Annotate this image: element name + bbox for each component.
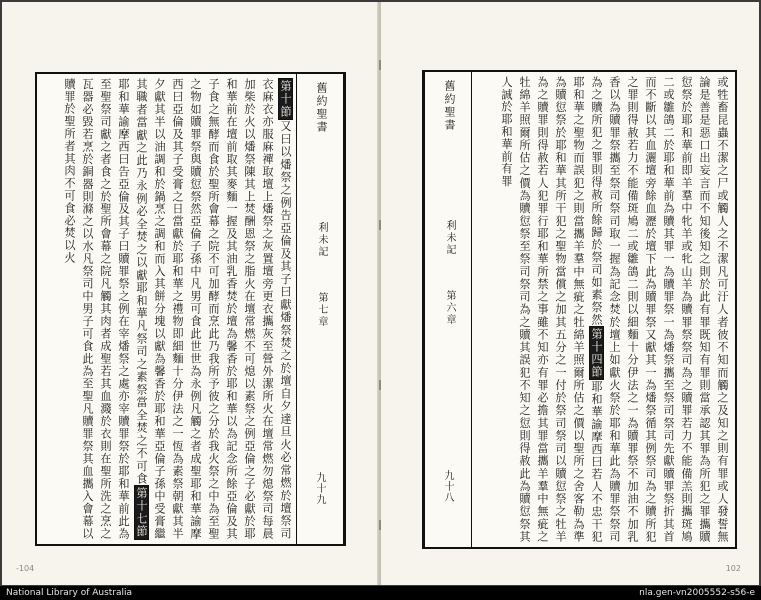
right-page — [381, 2, 759, 585]
book-name: 利未記 — [316, 222, 327, 258]
image-identifier: nla.gen-vn2005552-s56-e — [639, 588, 755, 598]
margin-column — [424, 72, 472, 547]
footer-bar — [0, 586, 761, 600]
margin-column — [296, 74, 344, 544]
body-paragraph: 耶和華諭摩西曰告亞倫及其子曰贖罪祭之例在宰燔祭之處亦宰贖罪祭於耶和華前此為至聖祭司獻之者食之於聖所會幕之院凡觸其肉者成聖若其血濺於衣則在聖所洗之烹之瓦器必毀若烹於銅器則滌之以水凡祭司中男子可食此為至聖凡贖罪祭其血攜入會幕以贖罪於聖所者其肉不可食必焚以火 — [63, 78, 130, 540]
body-text — [41, 78, 294, 540]
pencil-mark: -104 — [16, 564, 35, 573]
body-paragraph: 耶和華諭摩西曰若人不忠干犯耶和華之聖物而誤犯之則當攜羊羣中無疵之牡綿羊照爾所估之價以聖所之舍客勒為準為贖愆祭於耶和華其所干犯之聖物當償之加其五分之一付於祭司祭司以贖愆祭之牡羊為之贖罪則得赦若人犯罪行耶和華所禁之事雖不知亦有罪必擔其罪當攜羊羣中無疵之牡綿羊照爾所估之價為贖愆祭至祭司祭司為之贖其誤犯不知之愆則得赦此為贖愆祭其人誠於耶和華前有罪 — [500, 76, 603, 543]
chapter-label: 第七章 — [316, 292, 327, 328]
section-marker: 第十四節 — [590, 328, 603, 379]
page-number: 九十八 — [442, 470, 453, 503]
text-frame — [35, 72, 346, 546]
section-marker: 第十節 — [279, 80, 292, 119]
body-paragraph: 又曰以燔祭之例告亞倫及其子曰獻燔祭焚之於壇自夕達旦火必常燃於壇祭司衣麻衣亦服麻襌取壇上燔祭之灰置壇旁更衣攜灰至營外潔所火在壇常燃勿熄祭司每晨加柴於火以燔祭陳其上焚酬恩祭之脂火在壇常燃不可熄以素祭之例亞倫之子必獻於耶和華前在壇前取其麥麵一握及其油乳香焚於壇為馨香於耶和華以為記念所餘亞倫及其子食之無酵而食於聖所會幕之院不可加酵而烹此乃我所予彼之分於我火祭之中為至聖之物如贖罪祭與贖愆祭然亞倫子孫中凡男可食此世世為永例凡觸之者成聖耶和華諭摩西曰亞倫及其子受膏之日當獻於耶和華之禮物即細麵十分伊法之一恆為素祭朝獻其半夕獻其半以油調和於鍋烹之調和而入其餅分塊以獻為馨香於耶和華亞倫子孫中受膏繼其職者當獻之此乃永例必全焚之以獻耶和華凡祭司之素祭當全焚之不可食 — [135, 78, 292, 540]
page-number: 九十九 — [314, 472, 325, 505]
book-title: 舊約聖書 — [315, 82, 328, 134]
left-page — [2, 2, 379, 585]
chapter-label: 第六章 — [444, 290, 455, 326]
pencil-mark: 102 — [725, 564, 741, 573]
section-marker: 第十七節 — [135, 487, 148, 538]
text-frame — [422, 70, 737, 549]
library-credit: National Library of Australia — [6, 588, 133, 598]
body-text — [474, 76, 731, 543]
body-paragraph: 或牲畜昆蟲不潔之尸或觸人之不潔凡可汙人者彼不知而觸之及知之則有罪或人發誓無論是善是惡口出妄言而不知後知之則於此有罪既知有罪則當承認其罪為所犯之罪攜贖愆祭於耶和華前即羊羣中牝羊或牝山羊為贖罪祭祭司為之贖罪若力不能備羔則攜斑鳩二或雛鴿二於耶和華前為贖其罪一為贖罪祭一為燔祭攜至祭司祭司先獻贖罪祭折其首而不斷以其血灑壇旁餘血瀝於壇下此為贖罪祭又獻其一為燔祭循其例祭司為之贖所犯之罪則得赦若力不能備斑鳩二或雛鴿二則以細麵十分伊法之一為贖罪祭不加油不加乳香以為贖罪祭攜至祭司祭司取一握為記念焚於壇上如獻火祭於耶和華此為贖罪祭祭司為之贖所犯之罪則得赦所餘歸於祭司如素祭然 — [590, 76, 729, 543]
book-title: 舊約聖書 — [443, 80, 456, 132]
book-name: 利未記 — [444, 220, 455, 256]
